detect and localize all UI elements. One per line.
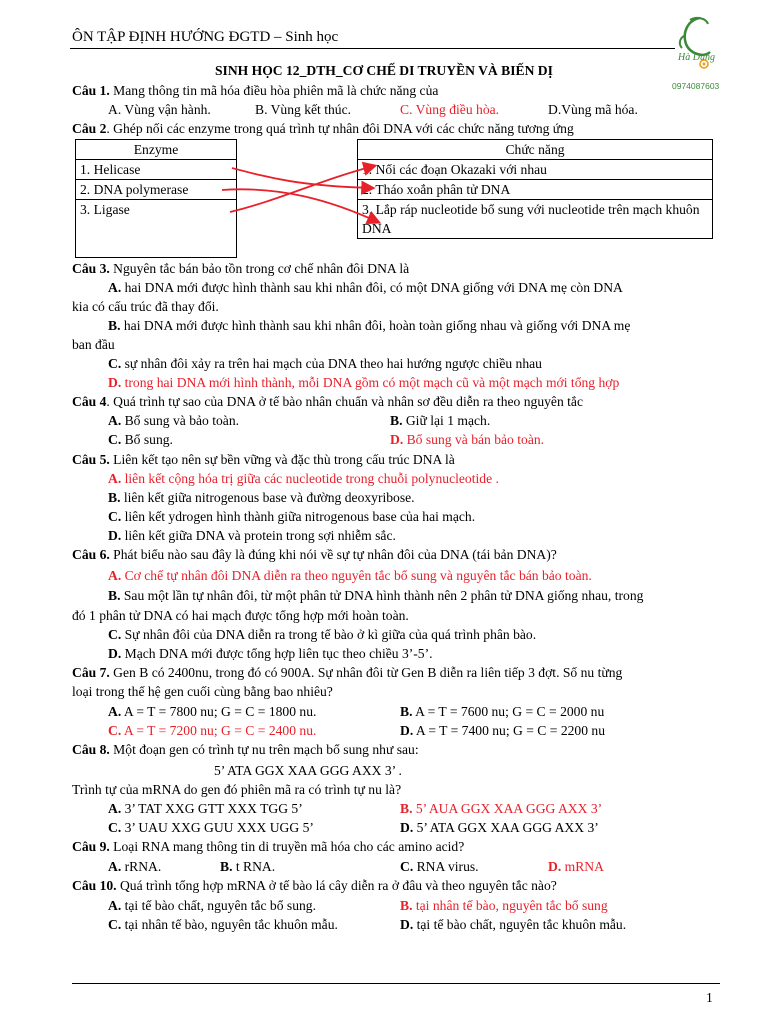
enzyme-header: Enzyme — [76, 140, 237, 160]
q6-option-d: D. Mạch DNA mới được tổng hợp liên tục theo chiều 3’-5’. — [108, 646, 433, 661]
q7-option-b: B. A = T = 7600 nu; G = C = 2000 nu — [400, 704, 605, 719]
q4-option-b: B. Giữ lại 1 mạch. — [390, 413, 491, 428]
q10-stem: Câu 10. Quá trình tổng hợp mRNA ở tế bào lá cây diễn ra ở đâu và theo nguyên tắc nào? — [72, 878, 557, 893]
q3-option-c: C. sự nhân đôi xảy ra trên hai mạch của DNA theo hai hướng ngược chiều nhau — [108, 356, 542, 371]
q7-option-c: C. A = T = 7200 nu; G = C = 2400 nu. — [108, 723, 317, 738]
q3-option-b-cont: ban đầu — [72, 337, 115, 352]
q9-option-c: C. RNA virus. — [400, 859, 479, 874]
q5-option-d: D. liên kết giữa DNA và protein trong sợi nhiễm sắc. — [108, 528, 396, 543]
q8-stem-cont: Trình tự của mRNA do gen đó phiên mã ra có trình tự nu là? — [72, 782, 402, 797]
footer-rule — [72, 983, 720, 984]
function-item: 1. Nối các đoạn Okazaki với nhau — [358, 160, 713, 180]
logo-text: Hà Dung — [678, 52, 715, 63]
q4-option-c: C. Bổ sung. — [108, 432, 173, 447]
q9-option-b: B. t RNA. — [220, 859, 276, 874]
q3-option-a: A. hai DNA mới được hình thành sau khi nhân đôi, có một DNA giống với DNA mẹ còn DNA — [108, 280, 623, 295]
q4-option-a: A. Bổ sung và bảo toàn. — [108, 413, 240, 428]
q8-option-c: C. 3’ UAU XXG GUU XXX UGG 5’ — [108, 820, 314, 835]
q5-option-b: B. liên kết giữa nitrogenous base và đường deoxyribose. — [108, 490, 415, 505]
header-title: ÔN TẬP ĐỊNH HƯỚNG ĐGTD – Sinh học — [72, 29, 339, 45]
q6-option-b-cont: đó 1 phân tử DNA có hai mạch được tổng hợp mới hoàn toàn. — [72, 608, 409, 623]
q10-option-c: C. tại nhân tế bào, nguyên tắc khuôn mẫu. — [108, 917, 338, 932]
q1-option-b: B. Vùng kết thúc. — [255, 102, 352, 117]
q4-option-d: D. Bổ sung và bán bảo toàn. — [390, 432, 545, 447]
q9-option-d: D. mRNA — [548, 859, 604, 874]
q8-stem: Câu 8. Một đoạn gen có trình tự nu trên mạch bổ sung như sau: — [72, 742, 419, 757]
page-number: 1 — [706, 990, 713, 1005]
q5-stem: Câu 5. Liên kết tạo nên sự bền vững và đặc thù trong cấu trúc DNA là — [72, 452, 455, 467]
arrow-helicase — [232, 168, 372, 188]
enzyme-item: 2. DNA polymerase — [76, 180, 237, 200]
function-header: Chức năng — [358, 140, 713, 160]
q7-stem: Câu 7. Gen B có 2400nu, trong đó có 900A. Sự nhân đôi từ Gen B diễn ra liên tiếp 3 đợt. Số nu từng — [72, 665, 623, 680]
q6-option-c: C. Sự nhân đôi của DNA diễn ra trong tế bào ở kì giữa của quá trình phân bào. — [108, 627, 537, 642]
q10-option-b: B. tại nhân tế bào, nguyên tắc bổ sung — [400, 898, 608, 913]
q7-option-a: A. A = T = 7800 nu; G = C = 1800 nu. — [108, 704, 317, 719]
q3-option-a-cont: kia có cấu trúc đã thay đổi. — [72, 299, 219, 314]
q3-option-b: B. hai DNA mới được hình thành sau khi nhân đôi, hoàn toàn giống nhau và giống với DNA mẹ — [108, 318, 631, 333]
q9-stem: Câu 9. Loại RNA mang thông tin di truyền mã hóa cho các amino acid? — [72, 839, 465, 854]
q5-option-c: C. liên kết ydrogen hình thành giữa nitrogenous base của hai mạch. — [108, 509, 476, 524]
q8-option-b: B. 5’ AUA GGX XAA GGG AXX 3’ — [400, 801, 603, 816]
q6-stem: Câu 6. Phát biểu nào sau đây là đúng khi nói về sự tự nhân đôi của DNA (tái bản DNA)? — [72, 547, 557, 562]
function-item: 2. Tháo xoắn phân tử DNA — [358, 180, 713, 200]
q3-option-d: D. trong hai DNA mới hình thành, mỗi DNA gồm có một mạch cũ và một mạch mới tổng hợp — [108, 375, 620, 390]
logo-phone: 0974087603 — [672, 81, 720, 91]
q9-option-a: A. rRNA. — [108, 859, 162, 874]
function-item: 3. Lắp ráp nucleotide bổ sung với nucleotide trên mạch khuôn DNA — [358, 200, 713, 239]
enzyme-item: 1. Helicase — [76, 160, 237, 180]
q1-stem: Câu 1. Mang thông tin mã hóa điều hòa phiên mã là chức năng của — [72, 83, 439, 98]
q7-stem-cont: loại trong thế hệ gen cuối cùng bằng bao nhiêu? — [72, 684, 333, 699]
q1-option-d: D.Vùng mã hóa. — [548, 102, 638, 117]
doc-title: SINH HỌC 12_DTH_CƠ CHẾ DI TRUYỀN VÀ BIẾN DỊ — [215, 63, 553, 78]
q1-option-a: A. Vùng vận hành. — [108, 102, 211, 117]
q1-option-c: C. Vùng điều hòa. — [400, 102, 500, 117]
q10-option-a: A. tại tế bào chất, nguyên tắc bổ sung. — [108, 898, 317, 913]
q7-option-d: D. A = T = 7400 nu; G = C = 2200 nu — [400, 723, 606, 738]
q8-option-d: D. 5’ ATA GGX XAA GGG AXX 3’ — [400, 820, 599, 835]
arrow-dna-polymerase — [222, 189, 378, 222]
matching-arrows — [0, 0, 768, 260]
enzyme-item: 3. Ligase — [76, 200, 237, 258]
q6-option-b: B. Sau một lần tự nhân đôi, từ một phân tử DNA hình thành nên 2 phân tử DNA giống nhau, trong — [108, 588, 644, 603]
q2-stem: Câu 2. Ghép nối các enzyme trong quá trình tự nhân đôi DNA với các chức năng tương ứng — [72, 121, 574, 136]
q8-sequence: 5’ ATA GGX XAA GGG AXX 3’ . — [214, 763, 402, 778]
q5-option-a: A. liên kết cộng hóa trị giữa các nucleotide trong chuỗi polynucleotide . — [108, 471, 499, 486]
q4-stem: Câu 4. Quá trình tự sao của DNA ở tế bào nhân chuẩn và nhân sơ đều diễn ra theo nguyên tắc — [72, 394, 583, 409]
q8-option-a: A. 3’ TAT XXG GTT XXX TGG 5’ — [108, 801, 303, 816]
q10-option-d: D. tại tế bào chất, nguyên tắc khuôn mẫu. — [400, 917, 627, 932]
q3-stem: Câu 3. Nguyên tắc bán bảo tồn trong cơ chế nhân đôi DNA là — [72, 261, 410, 276]
q6-option-a: A. Cơ chế tự nhân đôi DNA diễn ra theo nguyên tắc bổ sung và nguyên tắc bán bảo toàn. — [108, 568, 592, 583]
